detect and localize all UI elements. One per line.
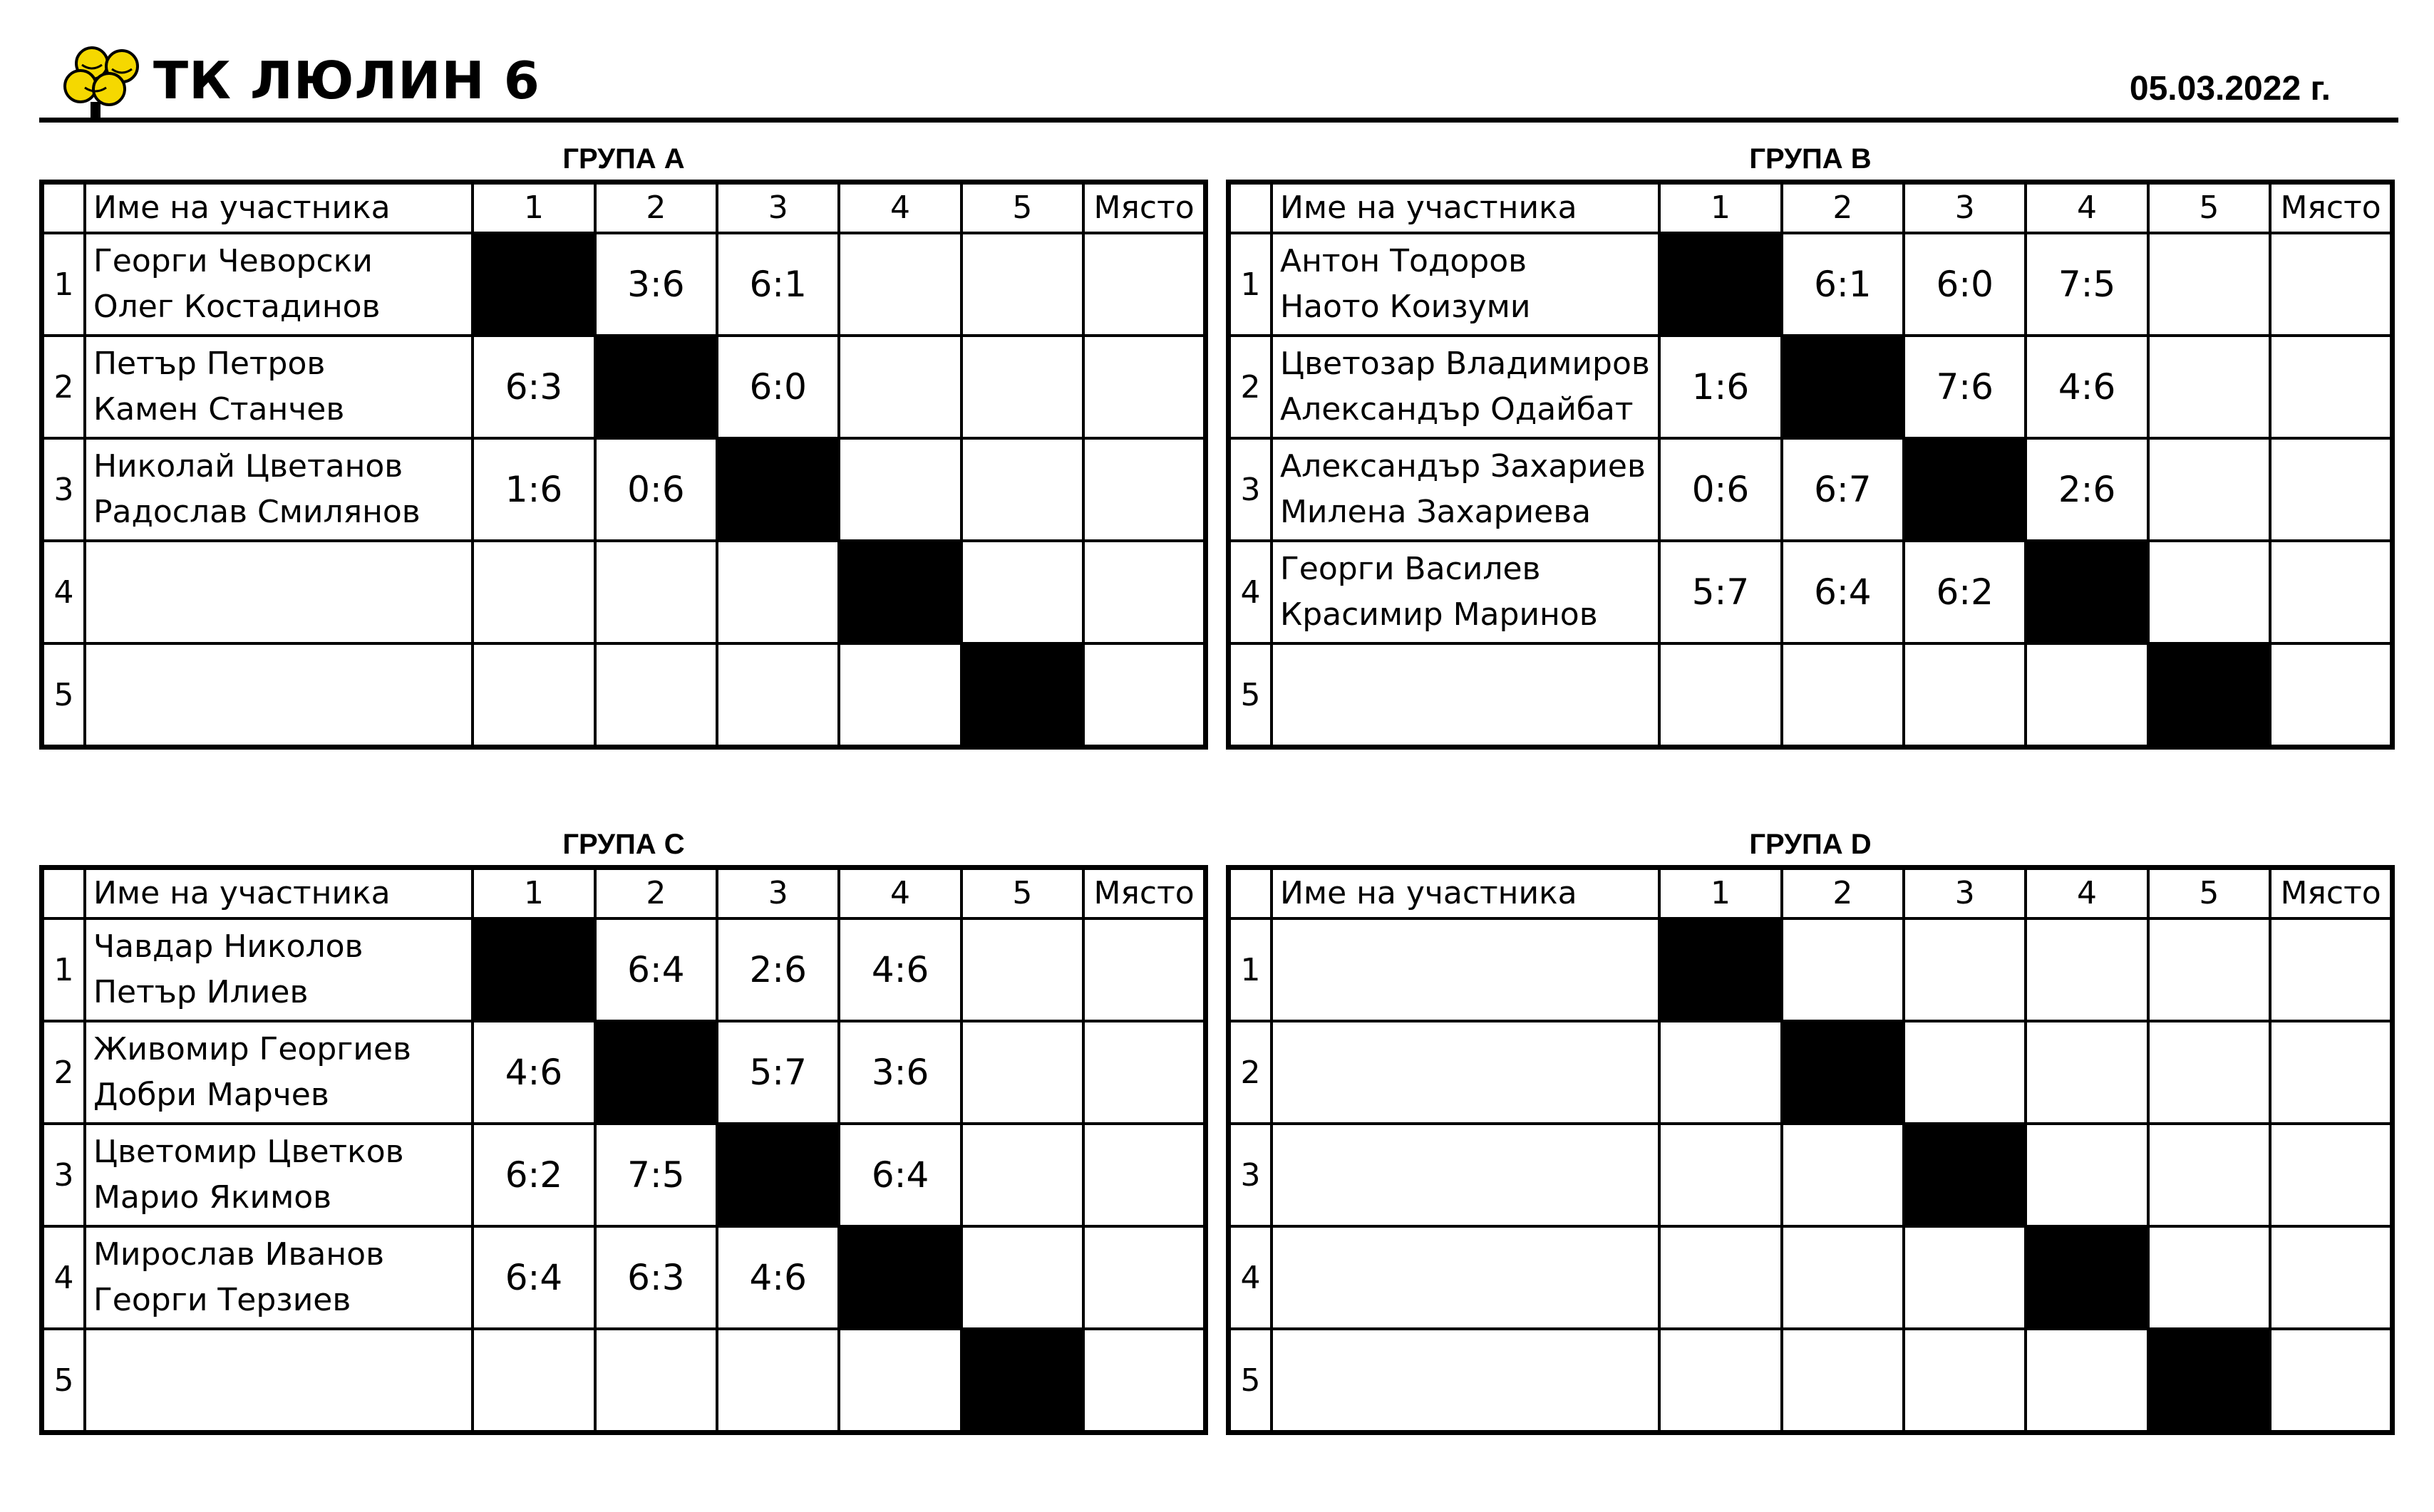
- header-place-cell: Място: [2270, 868, 2392, 919]
- diagonal-blocked-cell: [717, 438, 839, 541]
- place-cell: [2270, 1226, 2392, 1329]
- score-cell: [2026, 1124, 2147, 1226]
- score-cell: 2:6: [717, 918, 839, 1021]
- diagonal-blocked-cell: [2026, 1226, 2147, 1329]
- score-cell: 6:1: [1782, 233, 1904, 336]
- results-table: [39, 180, 1208, 750]
- participant-name: Петър Илиев: [93, 974, 309, 1010]
- diagonal-blocked-cell: [2148, 643, 2270, 747]
- diagonal-blocked-cell: [1659, 918, 1781, 1021]
- table-header-row: [1229, 868, 2393, 919]
- score-cell: [961, 1226, 1083, 1329]
- table-row: [42, 1021, 1206, 1124]
- row-number: 1: [42, 233, 85, 336]
- header-name-cell: Име на участника: [85, 182, 473, 234]
- score-cell: 6:0: [1904, 233, 2026, 336]
- header-col-4: 4: [2026, 868, 2147, 919]
- place-cell: [2270, 918, 2392, 1021]
- results-table: [39, 865, 1208, 1435]
- header-col-4: 4: [2026, 182, 2147, 234]
- participant-name: [1280, 1278, 1658, 1323]
- score-cell: [2026, 918, 2147, 1021]
- table-row: [1229, 336, 2393, 438]
- place-cell: [2270, 438, 2392, 541]
- header-col-5: 5: [961, 868, 1083, 919]
- score-cell: [2026, 1329, 2147, 1433]
- row-number: 5: [42, 643, 85, 747]
- participant-cell: [85, 918, 473, 1021]
- score-cell: 4:6: [2026, 336, 2147, 438]
- table-row: [1229, 1329, 2393, 1433]
- participant-cell: [1272, 1124, 1659, 1226]
- participant-cell: [1272, 233, 1659, 336]
- score-cell: 6:1: [717, 233, 839, 336]
- score-cell: [2148, 1124, 2270, 1226]
- score-cell: 7:5: [595, 1124, 717, 1226]
- score-cell: 6:4: [595, 918, 717, 1021]
- header-name-cell: Име на участника: [85, 868, 473, 919]
- event-date: 05.03.2022 г.: [2129, 70, 2331, 108]
- score-cell: [2148, 233, 2270, 336]
- place-cell: [1083, 1124, 1205, 1226]
- participant-name: Георги Чеворски: [93, 243, 373, 279]
- participant-name: Цветозар Владимиров: [1279, 346, 1650, 382]
- participant-cell: [85, 438, 473, 541]
- score-cell: 1:6: [473, 438, 594, 541]
- place-cell: [2270, 1021, 2392, 1124]
- row-number: 1: [42, 918, 85, 1021]
- group-title: ГРУПА B: [1749, 143, 1872, 175]
- score-cell: [1904, 918, 2026, 1021]
- participant-name: Олег Костадинов: [93, 289, 381, 325]
- participant-name: Добри Марчев: [93, 1077, 329, 1113]
- score-cell: 6:2: [1904, 541, 2026, 643]
- score-cell: [1782, 643, 1904, 747]
- row-number: 2: [1229, 1021, 1272, 1124]
- place-cell: [1083, 1021, 1205, 1124]
- participant-name: Георги Терзиев: [93, 1282, 351, 1318]
- participant-name: [93, 695, 471, 740]
- diagonal-blocked-cell: [595, 1021, 717, 1124]
- score-cell: 4:6: [839, 918, 961, 1021]
- participant-name: Николай Цветанов: [93, 448, 403, 485]
- score-cell: [961, 438, 1083, 541]
- row-number: 1: [1229, 918, 1272, 1021]
- participant-name: Живомир Георгиев: [93, 1031, 411, 1067]
- score-cell: 6:2: [473, 1124, 594, 1226]
- score-cell: [1782, 1124, 1904, 1226]
- score-cell: [839, 1329, 961, 1433]
- participant-name: Александър Захариев: [1279, 448, 1646, 485]
- place-cell: [1083, 541, 1205, 643]
- participant-name: [1280, 970, 1658, 1015]
- page-title: ТК ЛЮЛИН 6: [153, 51, 540, 110]
- diagonal-blocked-cell: [1904, 1124, 2026, 1226]
- score-cell: [1659, 1021, 1781, 1124]
- place-cell: [1083, 1226, 1205, 1329]
- score-cell: [595, 643, 717, 747]
- participant-name: Чавдар Николов: [93, 928, 363, 965]
- row-number: 5: [42, 1329, 85, 1433]
- participant-cell: [1272, 541, 1659, 643]
- participant-name: Петър Петров: [93, 346, 326, 382]
- score-cell: [1904, 1021, 2026, 1124]
- score-cell: [1659, 643, 1781, 747]
- group-title: ГРУПА C: [562, 829, 685, 860]
- header-col-1: 1: [1659, 182, 1781, 234]
- score-cell: 6:3: [595, 1226, 717, 1329]
- score-cell: [1904, 1329, 2026, 1433]
- participant-cell: [1272, 1329, 1659, 1433]
- participant-name: Александър Одайбат: [1279, 391, 1634, 428]
- score-cell: [2148, 1226, 2270, 1329]
- participant-cell: [1272, 336, 1659, 438]
- score-cell: [1659, 1124, 1781, 1226]
- score-cell: [839, 336, 961, 438]
- header-col-3: 3: [717, 868, 839, 919]
- diagonal-blocked-cell: [1782, 1021, 1904, 1124]
- diagonal-blocked-cell: [839, 541, 961, 643]
- place-cell: [2270, 336, 2392, 438]
- score-cell: 5:7: [717, 1021, 839, 1124]
- place-cell: [1083, 336, 1205, 438]
- participant-name: [1280, 1129, 1658, 1175]
- place-cell: [1083, 438, 1205, 541]
- row-number: 4: [42, 1226, 85, 1329]
- participant-name: Георги Василев: [1279, 551, 1541, 587]
- score-cell: [595, 541, 717, 643]
- header-col-2: 2: [595, 868, 717, 919]
- participant-cell: [1272, 643, 1659, 747]
- place-cell: [2270, 233, 2392, 336]
- place-cell: [2270, 1329, 2392, 1433]
- participant-cell: [1272, 438, 1659, 541]
- participant-name: Антон Тодоров: [1279, 243, 1527, 279]
- results-table: [1226, 180, 2395, 750]
- header-col-1: 1: [473, 868, 594, 919]
- participant-name: [1280, 1335, 1658, 1380]
- diagonal-blocked-cell: [473, 233, 594, 336]
- row-number: 5: [1229, 1329, 1272, 1433]
- place-cell: [1083, 643, 1205, 747]
- participant-name: Наото Коизуми: [1279, 289, 1531, 325]
- header-col-5: 5: [2148, 868, 2270, 919]
- row-number: 4: [1229, 541, 1272, 643]
- score-cell: [717, 541, 839, 643]
- participant-name: [1280, 1232, 1658, 1278]
- header-col-4: 4: [839, 868, 961, 919]
- header-col-3: 3: [717, 182, 839, 234]
- score-cell: [1782, 918, 1904, 1021]
- participant-name: [1280, 924, 1658, 970]
- header-col-3: 3: [1904, 868, 2026, 919]
- table-row: [1229, 233, 2393, 336]
- participant-name: Мирослав Иванов: [93, 1236, 384, 1273]
- row-number: 2: [42, 1021, 85, 1124]
- header-place-cell: Място: [1083, 868, 1205, 919]
- row-number: 3: [1229, 1124, 1272, 1226]
- score-cell: 6:4: [839, 1124, 961, 1226]
- table-row: [42, 918, 1206, 1021]
- score-cell: [839, 233, 961, 336]
- header-corner-cell: [1229, 182, 1272, 234]
- row-number: 4: [1229, 1226, 1272, 1329]
- tennis-balls-logo-icon: [56, 45, 156, 123]
- score-cell: [1904, 643, 2026, 747]
- table-header-row: [1229, 182, 2393, 234]
- participant-cell: [85, 1124, 473, 1226]
- place-cell: [1083, 1329, 1205, 1433]
- participant-cell: [85, 233, 473, 336]
- table-row: [1229, 918, 2393, 1021]
- diagonal-blocked-cell: [961, 643, 1083, 747]
- participant-name: [93, 1380, 471, 1426]
- header-col-1: 1: [1659, 868, 1781, 919]
- row-number: 3: [42, 1124, 85, 1226]
- participant-name: Красимир Маринов: [1279, 596, 1598, 633]
- header-place-cell: Място: [1083, 182, 1205, 234]
- table-row: [42, 438, 1206, 541]
- participant-name: Радослав Смилянов: [93, 494, 421, 530]
- table-row: [1229, 541, 2393, 643]
- score-cell: [961, 918, 1083, 1021]
- score-cell: [961, 233, 1083, 336]
- participant-cell: [85, 336, 473, 438]
- score-cell: 6:7: [1782, 438, 1904, 541]
- score-cell: [839, 643, 961, 747]
- place-cell: [2270, 1124, 2392, 1226]
- row-number: 5: [1229, 643, 1272, 747]
- score-cell: [2148, 918, 2270, 1021]
- table-row: [1229, 438, 2393, 541]
- score-cell: 1:6: [1659, 336, 1781, 438]
- score-cell: [2026, 643, 2147, 747]
- participant-name: Камен Станчев: [93, 391, 345, 428]
- score-cell: [2026, 1021, 2147, 1124]
- score-cell: [961, 541, 1083, 643]
- score-cell: [1659, 1329, 1781, 1433]
- row-number: 2: [42, 336, 85, 438]
- participant-name: [1280, 1380, 1658, 1426]
- table-header-row: [42, 868, 1206, 919]
- score-cell: [1904, 1226, 2026, 1329]
- score-cell: 7:6: [1904, 336, 2026, 438]
- group-title: ГРУПА А: [562, 143, 685, 175]
- table-row: [42, 1329, 1206, 1433]
- score-cell: [473, 1329, 594, 1433]
- header-place-cell: Място: [2270, 182, 2392, 234]
- table-row: [42, 1226, 1206, 1329]
- table-row: [42, 643, 1206, 747]
- score-cell: 7:5: [2026, 233, 2147, 336]
- participant-name: [1280, 1072, 1658, 1118]
- score-cell: [2148, 336, 2270, 438]
- score-cell: [1782, 1226, 1904, 1329]
- diagonal-blocked-cell: [1659, 233, 1781, 336]
- score-cell: [2148, 541, 2270, 643]
- diagonal-blocked-cell: [2148, 1329, 2270, 1433]
- score-cell: [595, 1329, 717, 1433]
- diagonal-blocked-cell: [1904, 438, 2026, 541]
- table-row: [1229, 1124, 2393, 1226]
- row-number: 3: [42, 438, 85, 541]
- place-cell: [1083, 918, 1205, 1021]
- table-row: [1229, 643, 2393, 747]
- place-cell: [1083, 233, 1205, 336]
- score-cell: [717, 643, 839, 747]
- participant-name: [93, 547, 471, 592]
- score-cell: 6:0: [717, 336, 839, 438]
- score-cell: [961, 1124, 1083, 1226]
- score-cell: 6:4: [1782, 541, 1904, 643]
- participant-name: Марио Якимов: [93, 1179, 332, 1216]
- participant-cell: [85, 1021, 473, 1124]
- score-cell: [717, 1329, 839, 1433]
- score-cell: [961, 336, 1083, 438]
- header-col-4: 4: [839, 182, 961, 234]
- participant-cell: [85, 1226, 473, 1329]
- diagonal-blocked-cell: [839, 1226, 961, 1329]
- diagonal-blocked-cell: [961, 1329, 1083, 1433]
- participant-cell: [1272, 1226, 1659, 1329]
- row-number: 4: [42, 541, 85, 643]
- table-row: [1229, 1226, 2393, 1329]
- score-cell: [473, 643, 594, 747]
- score-cell: [961, 1021, 1083, 1124]
- header-corner-cell: [42, 868, 85, 919]
- header-corner-cell: [1229, 868, 1272, 919]
- diagonal-blocked-cell: [2026, 541, 2147, 643]
- score-cell: 0:6: [1659, 438, 1781, 541]
- participant-cell: [1272, 918, 1659, 1021]
- table-row: [1229, 1021, 2393, 1124]
- header-col-3: 3: [1904, 182, 2026, 234]
- score-cell: 4:6: [473, 1021, 594, 1124]
- participant-name: [1280, 1027, 1658, 1072]
- diagonal-blocked-cell: [1782, 336, 1904, 438]
- score-cell: 6:3: [473, 336, 594, 438]
- row-number: 1: [1229, 233, 1272, 336]
- place-cell: [2270, 541, 2392, 643]
- row-number: 3: [1229, 438, 1272, 541]
- participant-name: [93, 1335, 471, 1380]
- diagonal-blocked-cell: [717, 1124, 839, 1226]
- group-title: ГРУПА D: [1749, 829, 1872, 860]
- score-cell: 4:6: [717, 1226, 839, 1329]
- table-row: [42, 233, 1206, 336]
- score-cell: [839, 438, 961, 541]
- header-col-2: 2: [1782, 868, 1904, 919]
- score-cell: [2148, 1021, 2270, 1124]
- score-cell: 6:4: [473, 1226, 594, 1329]
- score-cell: [2148, 438, 2270, 541]
- header-corner-cell: [42, 182, 85, 234]
- row-number: 2: [1229, 336, 1272, 438]
- header-col-1: 1: [473, 182, 594, 234]
- header-name-cell: Име на участника: [1272, 868, 1659, 919]
- table-row: [42, 541, 1206, 643]
- score-cell: 3:6: [595, 233, 717, 336]
- place-cell: [2270, 643, 2392, 747]
- participant-cell: [1272, 1021, 1659, 1124]
- header-col-5: 5: [961, 182, 1083, 234]
- score-cell: [1659, 1226, 1781, 1329]
- score-cell: [473, 541, 594, 643]
- table-row: [42, 1124, 1206, 1226]
- table-header-row: [42, 182, 1206, 234]
- participant-name: [1280, 1175, 1658, 1221]
- participant-name: [93, 592, 471, 638]
- results-table: [1226, 865, 2395, 1435]
- score-cell: 3:6: [839, 1021, 961, 1124]
- participant-name: Цветомир Цветков: [93, 1134, 404, 1170]
- participant-name: [1280, 695, 1658, 740]
- score-cell: 5:7: [1659, 541, 1781, 643]
- page-header: [39, 39, 2398, 123]
- diagonal-blocked-cell: [595, 336, 717, 438]
- participant-name: [1280, 649, 1658, 695]
- header-col-2: 2: [1782, 182, 1904, 234]
- score-cell: [1782, 1329, 1904, 1433]
- participant-name: [93, 649, 471, 695]
- score-cell: 0:6: [595, 438, 717, 541]
- score-cell: 2:6: [2026, 438, 2147, 541]
- table-row: [42, 336, 1206, 438]
- diagonal-blocked-cell: [473, 918, 594, 1021]
- participant-name: Милена Захариева: [1279, 494, 1592, 530]
- header-name-cell: Име на участника: [1272, 182, 1659, 234]
- participant-cell: [85, 1329, 473, 1433]
- header-col-5: 5: [2148, 182, 2270, 234]
- participant-cell: [85, 643, 473, 747]
- participant-cell: [85, 541, 473, 643]
- header-col-2: 2: [595, 182, 717, 234]
